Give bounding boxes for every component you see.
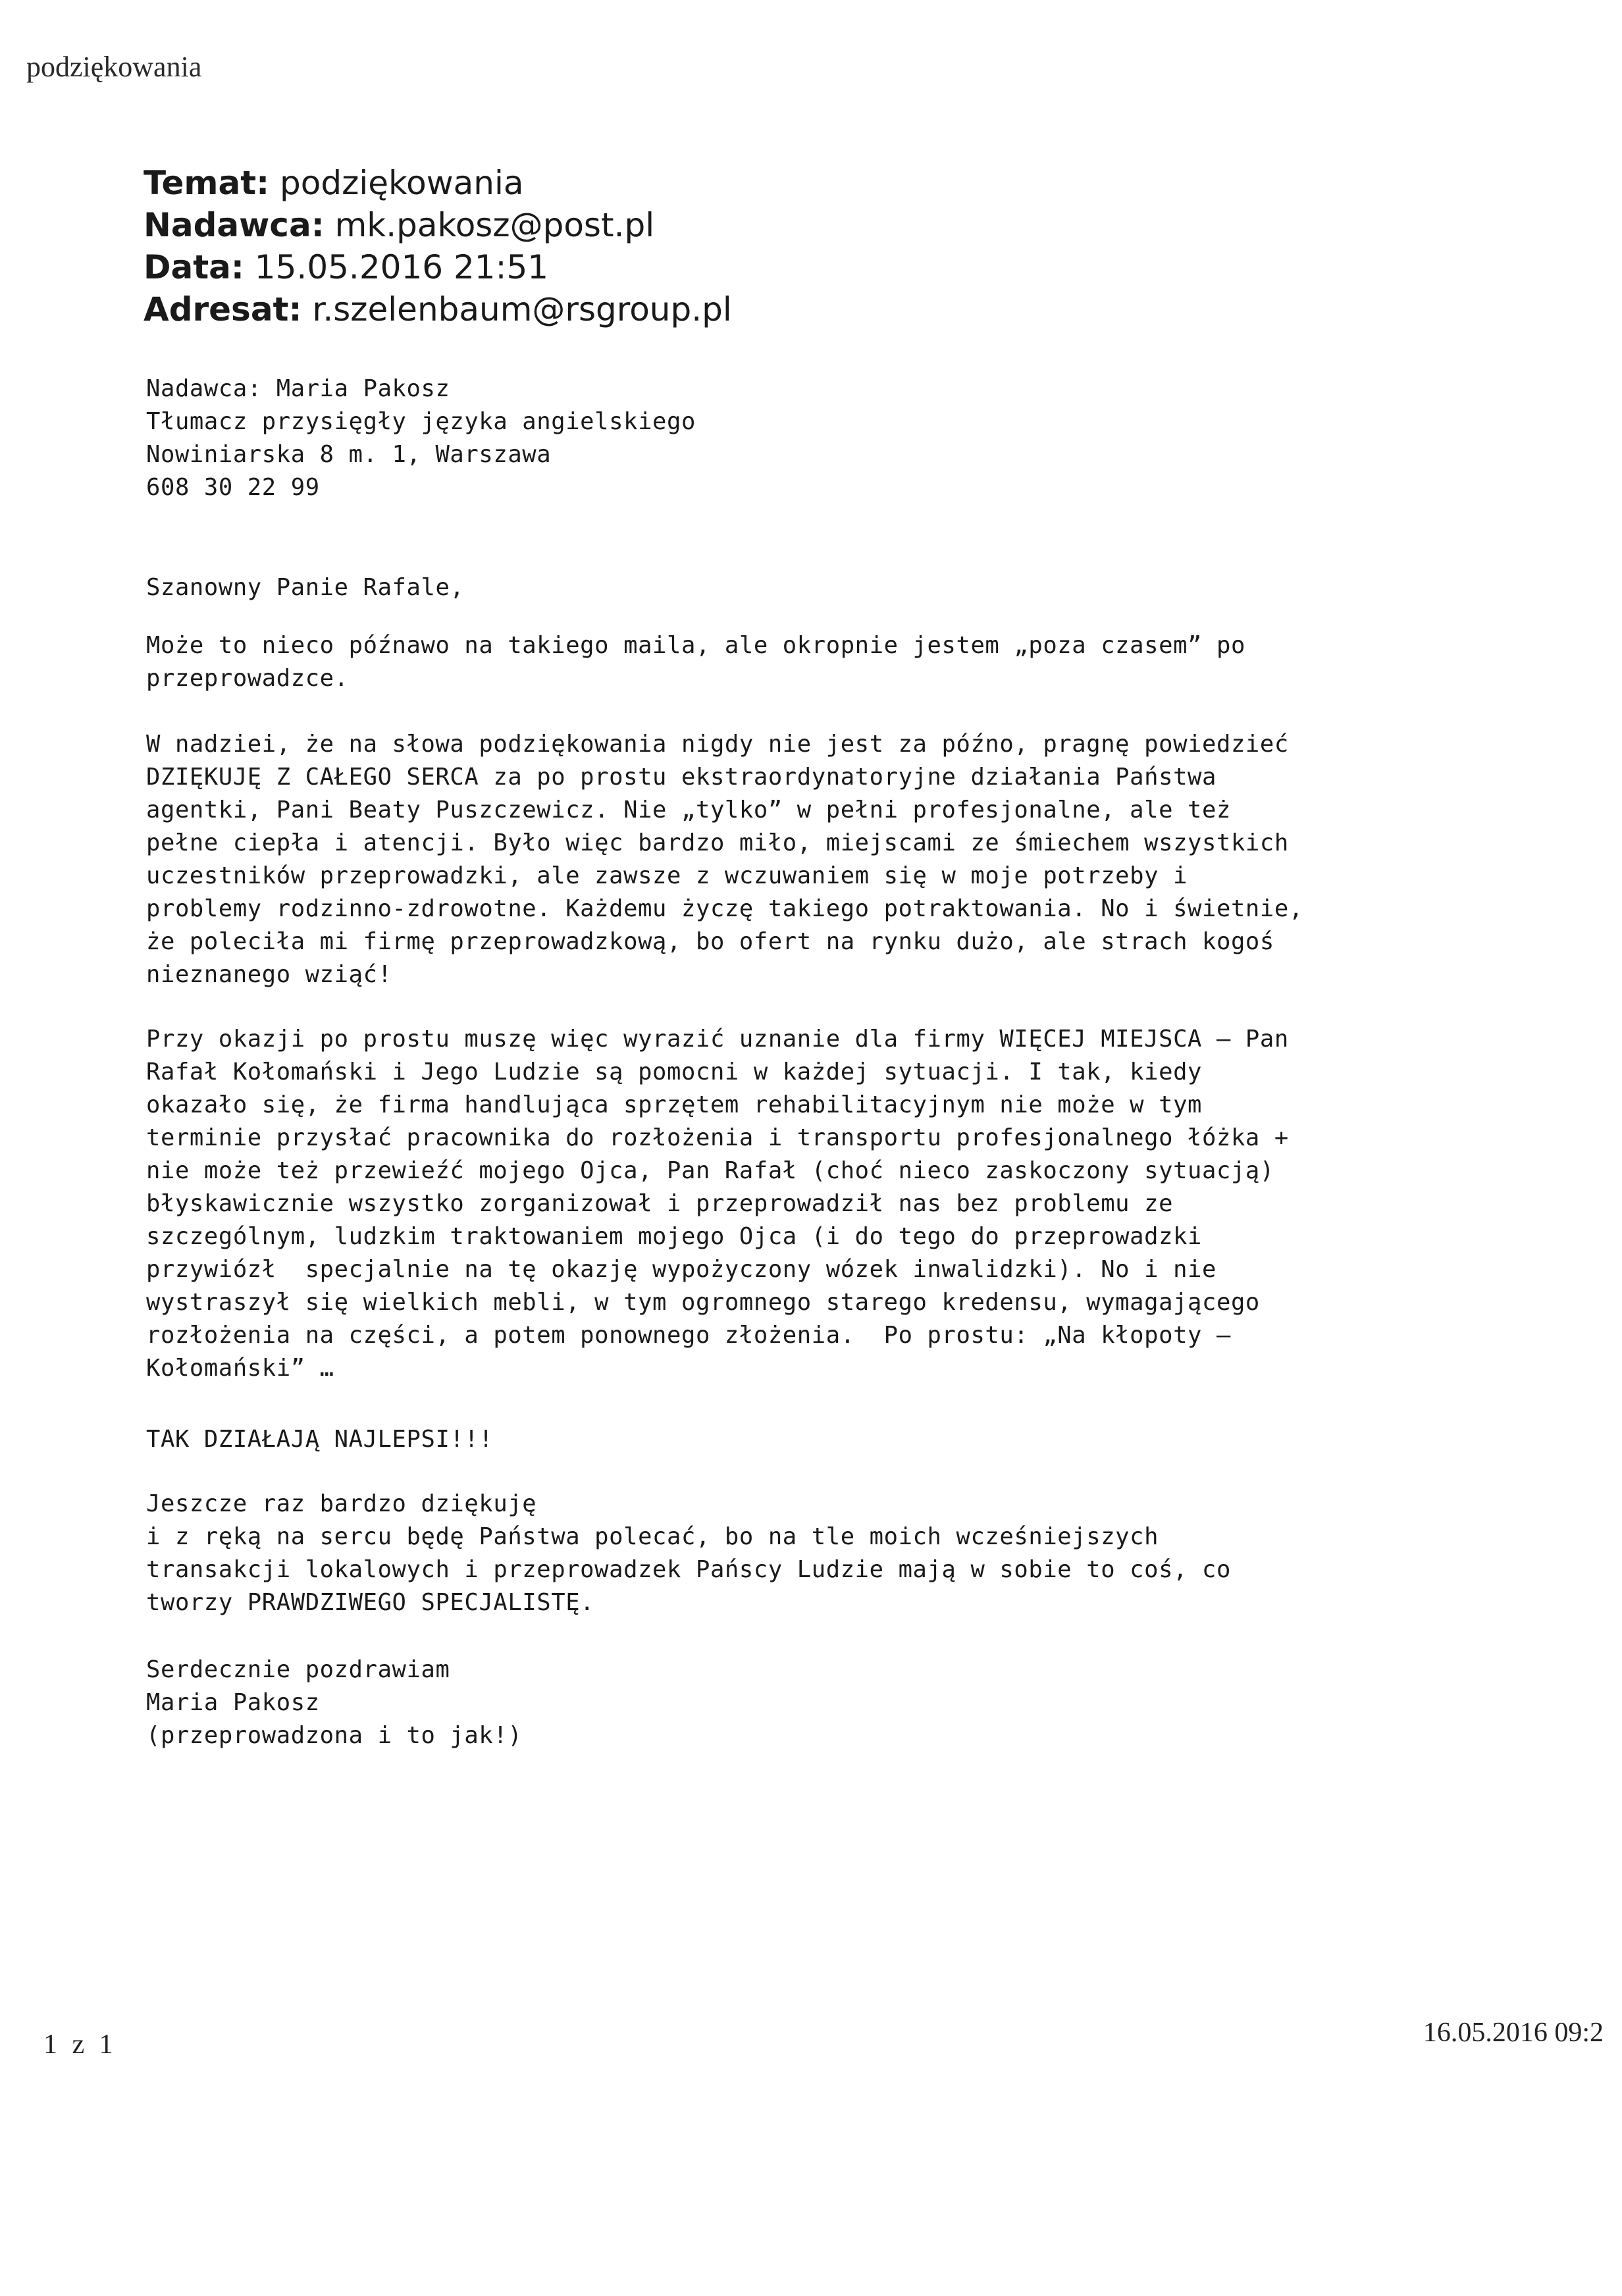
paragraph-line: problemy rodzinno-zdrowotne. Każdemu życzę takiego potraktowania. No i świetnie, xyxy=(146,895,1303,922)
subject-label: Temat: xyxy=(144,164,270,202)
recipient-row xyxy=(144,288,732,330)
date-label: Data: xyxy=(144,248,244,286)
exclamation-line: TAK DZIAŁAJĄ NAJLEPSI!!! xyxy=(146,1426,494,1453)
paragraph-line: Jeszcze raz bardzo dziękuję xyxy=(146,1490,537,1517)
paragraph-line: że poleciła mi firmę przeprowadzkową, bo ofert na rynku dużo, ale strach kogoś xyxy=(146,928,1274,955)
paragraph-3 xyxy=(146,1023,1384,1385)
closing xyxy=(146,1654,1384,1752)
paragraph-line: Kołomański” … xyxy=(146,1355,334,1382)
paragraph-line: szczególnym, ludzkim traktowaniem mojego Ojca (i do tego do przeprowadzki xyxy=(146,1223,1203,1250)
paragraph-line: nie może też przewieźć mojego Ojca, Pan Rafał (choć nieco zaskoczony sytuacją) xyxy=(146,1157,1274,1184)
paragraph-line: wystraszył się wielkich mebli, w tym ogromnego starego kredensu, wymagającego xyxy=(146,1289,1260,1316)
print-timestamp: 16.05.2016 09:2 xyxy=(1423,2018,1604,2048)
paragraph-line: przywiózł specjalnie na tę okazję wypożyczony wózek inwalidzki). No i nie xyxy=(146,1256,1216,1283)
sender-block xyxy=(146,373,1384,504)
date-value: 15.05.2016 21:51 xyxy=(254,248,549,286)
sender-block-line: 608 30 22 99 xyxy=(146,474,320,501)
greeting-line: Szanowny Panie Rafale, xyxy=(146,574,465,601)
paragraph-line: agentki, Pani Beaty Puszczewicz. Nie „tylko” w pełni profesjonalne, ale też xyxy=(146,796,1231,823)
closing-line: Maria Pakosz xyxy=(146,1689,320,1716)
paragraph-1 xyxy=(146,629,1384,695)
paragraph-line: W nadziei, że na słowa podziękowania nigdy nie jest za późno, pragnę powiedzieć xyxy=(146,731,1289,758)
sender-block-line: Nadawca: Maria Pakosz xyxy=(146,375,450,402)
paragraph-line: okazało się, że firma handlująca sprzętem rehabilitacyjnym nie może w tym xyxy=(146,1091,1203,1118)
paragraph-line: rozłożenia na części, a potem ponownego złożenia. Po prostu: „Na kłopoty – xyxy=(146,1322,1231,1349)
paragraph-line: i z ręką na sercu będę Państwa polecać, bo na tle moich wcześniejszych xyxy=(146,1523,1159,1550)
sender-block-line: Nowiniarska 8 m. 1, Warszawa xyxy=(146,441,552,468)
subject-row xyxy=(144,162,732,204)
sender-label: Nadawca: xyxy=(144,206,325,244)
paragraph-4 xyxy=(146,1488,1384,1619)
paragraph-line: Może to nieco późnawo na takiego maila, ale okropnie jestem „poza czasem” po xyxy=(146,632,1245,659)
paragraph-line: przeprowadzce. xyxy=(146,665,349,692)
date-row xyxy=(144,246,732,288)
greeting xyxy=(146,571,1384,604)
page-title: podziękowania xyxy=(26,51,202,83)
closing-line: Serdecznie pozdrawiam xyxy=(146,1656,450,1683)
paragraph-line: nieznanego wziąć! xyxy=(146,961,392,988)
recipient-label: Adresat: xyxy=(144,290,302,328)
subject-value: podziękowania xyxy=(280,164,524,202)
sender-block-line: Tłumacz przysięgły języka angielskiego xyxy=(146,408,696,435)
paragraph-line: Rafał Kołomański i Jego Ludzie są pomocni w każdej sytuacji. I tak, kiedy xyxy=(146,1058,1203,1085)
recipient-value: r.szelenbaum@rsgroup.pl xyxy=(312,290,732,328)
paragraph-line: tworzy PRAWDZIWEGO SPECJALISTĘ. xyxy=(146,1589,595,1616)
email-header xyxy=(144,162,732,330)
paragraph-line: transakcji lokalowych i przeprowadzek Pańscy Ludzie mają w sobie to coś, co xyxy=(146,1556,1231,1583)
sender-row xyxy=(144,204,732,246)
page-number: 1 z 1 xyxy=(43,2029,117,2060)
sender-value: mk.pakosz@post.pl xyxy=(334,206,655,244)
paragraph-line: błyskawicznie wszystko zorganizował i przeprowadził nas bez problemu ze xyxy=(146,1190,1174,1217)
paragraph-line: DZIĘKUJĘ Z CAŁEGO SERCA za po prostu ekstraordynatoryjne działania Państwa xyxy=(146,764,1216,791)
paragraph-line: pełne ciepła i atencji. Było więc bardzo miło, miejscami ze śmiechem wszystkich xyxy=(146,829,1289,856)
paragraph-2 xyxy=(146,728,1384,991)
paragraph-line: terminie przysłać pracownika do rozłożenia i transportu profesjonalnego łóżka + xyxy=(146,1124,1289,1151)
exclamation xyxy=(146,1423,1384,1456)
closing-line: (przeprowadzona i to jak!) xyxy=(146,1722,523,1749)
paragraph-line: uczestników przeprowadzki, ale zawsze z wczuwaniem się w moje potrzeby i xyxy=(146,862,1188,889)
paragraph-line: Przy okazji po prostu muszę więc wyrazić uznanie dla firmy WIĘCEJ MIEJSCA – Pan xyxy=(146,1026,1289,1053)
